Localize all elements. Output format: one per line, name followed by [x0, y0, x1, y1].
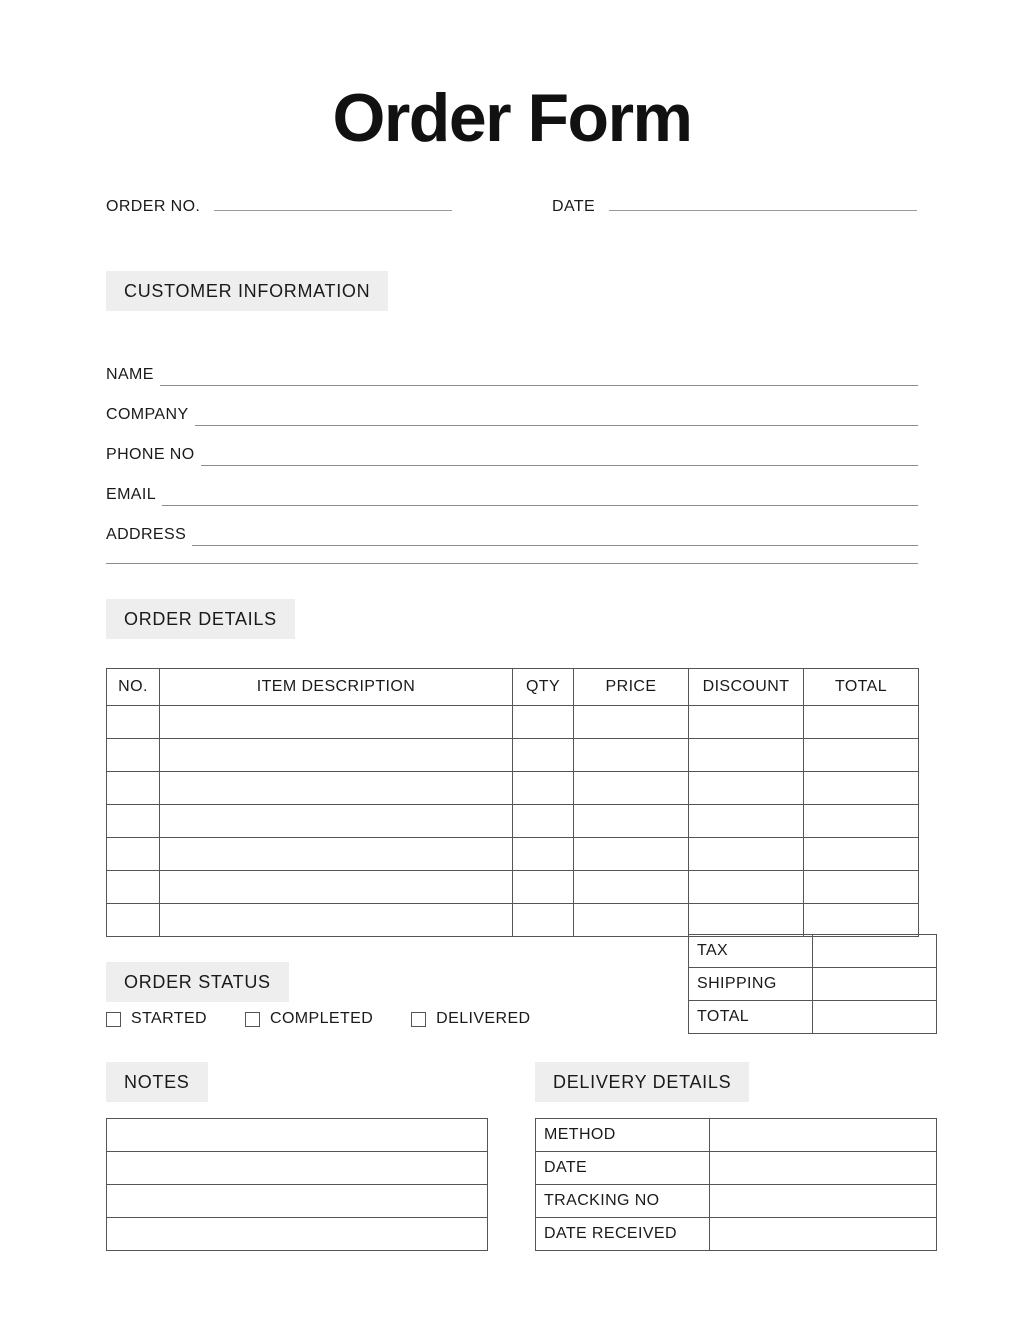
cell-price[interactable] [574, 871, 689, 904]
section-header-delivery-details: DELIVERY DETAILS [535, 1062, 749, 1102]
customer-field-name[interactable] [106, 346, 918, 386]
cell-discount[interactable] [689, 838, 804, 871]
delivery-label-tracking-no: TRACKING NO [536, 1185, 710, 1218]
cell-no[interactable] [107, 805, 160, 838]
notes-line[interactable] [107, 1218, 488, 1251]
table-row[interactable] [107, 838, 919, 871]
section-header-order-details: ORDER DETAILS [106, 599, 295, 639]
cell-item-description[interactable] [160, 838, 513, 871]
customer-field-label: EMAIL [106, 486, 157, 503]
notes-line[interactable] [107, 1185, 488, 1218]
totals-label-total: TOTAL [689, 1001, 813, 1034]
cell-no[interactable] [107, 871, 160, 904]
cell-no[interactable] [107, 739, 160, 772]
cell-no[interactable] [107, 772, 160, 805]
totals-row-shipping [689, 968, 937, 1001]
delivery-details-table [535, 1118, 937, 1251]
totals-value-tax[interactable] [813, 935, 937, 968]
cell-total[interactable] [804, 904, 919, 937]
totals-row-total [689, 1001, 937, 1034]
totals-label-shipping: SHIPPING [689, 968, 813, 1001]
table-header-row [107, 669, 919, 706]
cell-discount[interactable] [689, 706, 804, 739]
cell-total[interactable] [804, 838, 919, 871]
order-no-field[interactable] [106, 198, 452, 224]
order-date-label: DATE [552, 198, 596, 215]
page-title: Order Form [332, 80, 692, 156]
delivery-value-method[interactable] [710, 1119, 937, 1152]
cell-qty[interactable] [513, 739, 574, 772]
cell-qty[interactable] [513, 805, 574, 838]
totals-label-tax: TAX [689, 935, 813, 968]
cell-discount[interactable] [689, 772, 804, 805]
cell-total[interactable] [804, 805, 919, 838]
order-items-table [106, 668, 919, 937]
cell-item-description[interactable] [160, 739, 513, 772]
cell-item-description[interactable] [160, 805, 513, 838]
column-header-no: NO. [107, 669, 160, 706]
notes-row[interactable] [107, 1152, 488, 1185]
cell-discount[interactable] [689, 904, 804, 937]
cell-price[interactable] [574, 805, 689, 838]
totals-value-shipping[interactable] [813, 968, 937, 1001]
order-no-input-line[interactable] [214, 209, 452, 211]
cell-price[interactable] [574, 904, 689, 937]
delivery-value-date[interactable] [710, 1152, 937, 1185]
cell-price[interactable] [574, 739, 689, 772]
checkbox-icon[interactable] [106, 1012, 121, 1027]
checkbox-icon[interactable] [411, 1012, 426, 1027]
cell-discount[interactable] [689, 805, 804, 838]
cell-no[interactable] [107, 904, 160, 937]
cell-qty[interactable] [513, 838, 574, 871]
status-option-delivered[interactable] [411, 1010, 530, 1028]
order-meta-row [106, 198, 918, 224]
cell-item-description[interactable] [160, 904, 513, 937]
cell-price[interactable] [574, 772, 689, 805]
table-row[interactable] [107, 739, 919, 772]
cell-item-description[interactable] [160, 706, 513, 739]
notes-row[interactable] [107, 1185, 488, 1218]
checkbox-icon[interactable] [245, 1012, 260, 1027]
status-option-completed[interactable] [245, 1010, 373, 1028]
cell-qty[interactable] [513, 772, 574, 805]
table-row[interactable] [107, 805, 919, 838]
table-row[interactable] [107, 871, 919, 904]
customer-field-label: ADDRESS [106, 526, 187, 543]
cell-no[interactable] [107, 838, 160, 871]
notes-line[interactable] [107, 1119, 488, 1152]
notes-table [106, 1118, 488, 1251]
cell-total[interactable] [804, 772, 919, 805]
cell-qty[interactable] [513, 706, 574, 739]
cell-qty[interactable] [513, 904, 574, 937]
status-option-label: COMPLETED [270, 1010, 374, 1027]
column-header-total: TOTAL [804, 669, 919, 706]
totals-value-total[interactable] [813, 1001, 937, 1034]
order-date-field[interactable] [552, 198, 917, 224]
customer-field-company[interactable] [106, 386, 918, 426]
totals-row-tax [689, 935, 937, 968]
cell-total[interactable] [804, 706, 919, 739]
delivery-row-tracking-no [536, 1185, 937, 1218]
customer-field-label: PHONE NO [106, 446, 195, 463]
column-header-item-description: ITEM DESCRIPTION [160, 669, 513, 706]
cell-item-description[interactable] [160, 871, 513, 904]
delivery-value-date-received[interactable] [710, 1218, 937, 1251]
status-option-label: STARTED [131, 1010, 207, 1027]
customer-field-label: NAME [106, 366, 154, 383]
customer-information-fields [106, 346, 918, 546]
cell-discount[interactable] [689, 871, 804, 904]
cell-price[interactable] [574, 838, 689, 871]
cell-qty[interactable] [513, 871, 574, 904]
column-header-price: PRICE [574, 669, 689, 706]
cell-total[interactable] [804, 871, 919, 904]
delivery-label-date: DATE [536, 1152, 710, 1185]
section-header-notes: NOTES [106, 1062, 208, 1102]
delivery-label-date-received: DATE RECEIVED [536, 1218, 710, 1251]
delivery-label-method: METHOD [536, 1119, 710, 1152]
column-header-discount: DISCOUNT [689, 669, 804, 706]
section-header-order-status: ORDER STATUS [106, 962, 289, 1002]
delivery-row-method [536, 1119, 937, 1152]
column-header-qty: QTY [513, 669, 574, 706]
customer-field-label: COMPANY [106, 406, 189, 423]
table-row[interactable] [107, 772, 919, 805]
status-option-label: DELIVERED [436, 1010, 531, 1027]
order-no-label: ORDER NO. [106, 198, 201, 215]
customer-field-input-line[interactable] [192, 544, 918, 546]
section-header-customer-information: CUSTOMER INFORMATION [106, 271, 388, 311]
cell-price[interactable] [574, 706, 689, 739]
customer-field-phone-no[interactable] [106, 426, 918, 466]
cell-total[interactable] [804, 739, 919, 772]
status-option-started[interactable] [106, 1010, 207, 1028]
cell-discount[interactable] [689, 739, 804, 772]
customer-field-email[interactable] [106, 466, 918, 506]
delivery-row-date-received [536, 1218, 937, 1251]
delivery-row-date [536, 1152, 937, 1185]
customer-field-address[interactable] [106, 506, 918, 546]
notes-row[interactable] [107, 1119, 488, 1152]
customer-field-address-line-2[interactable] [106, 562, 918, 564]
order-totals-table [688, 934, 937, 1034]
cell-no[interactable] [107, 706, 160, 739]
order-status-options [106, 1010, 568, 1028]
notes-line[interactable] [107, 1152, 488, 1185]
delivery-value-tracking-no[interactable] [710, 1185, 937, 1218]
notes-row[interactable] [107, 1218, 488, 1251]
table-row[interactable] [107, 706, 919, 739]
table-row[interactable] [107, 904, 919, 937]
cell-item-description[interactable] [160, 772, 513, 805]
order-date-input-line[interactable] [609, 209, 917, 211]
